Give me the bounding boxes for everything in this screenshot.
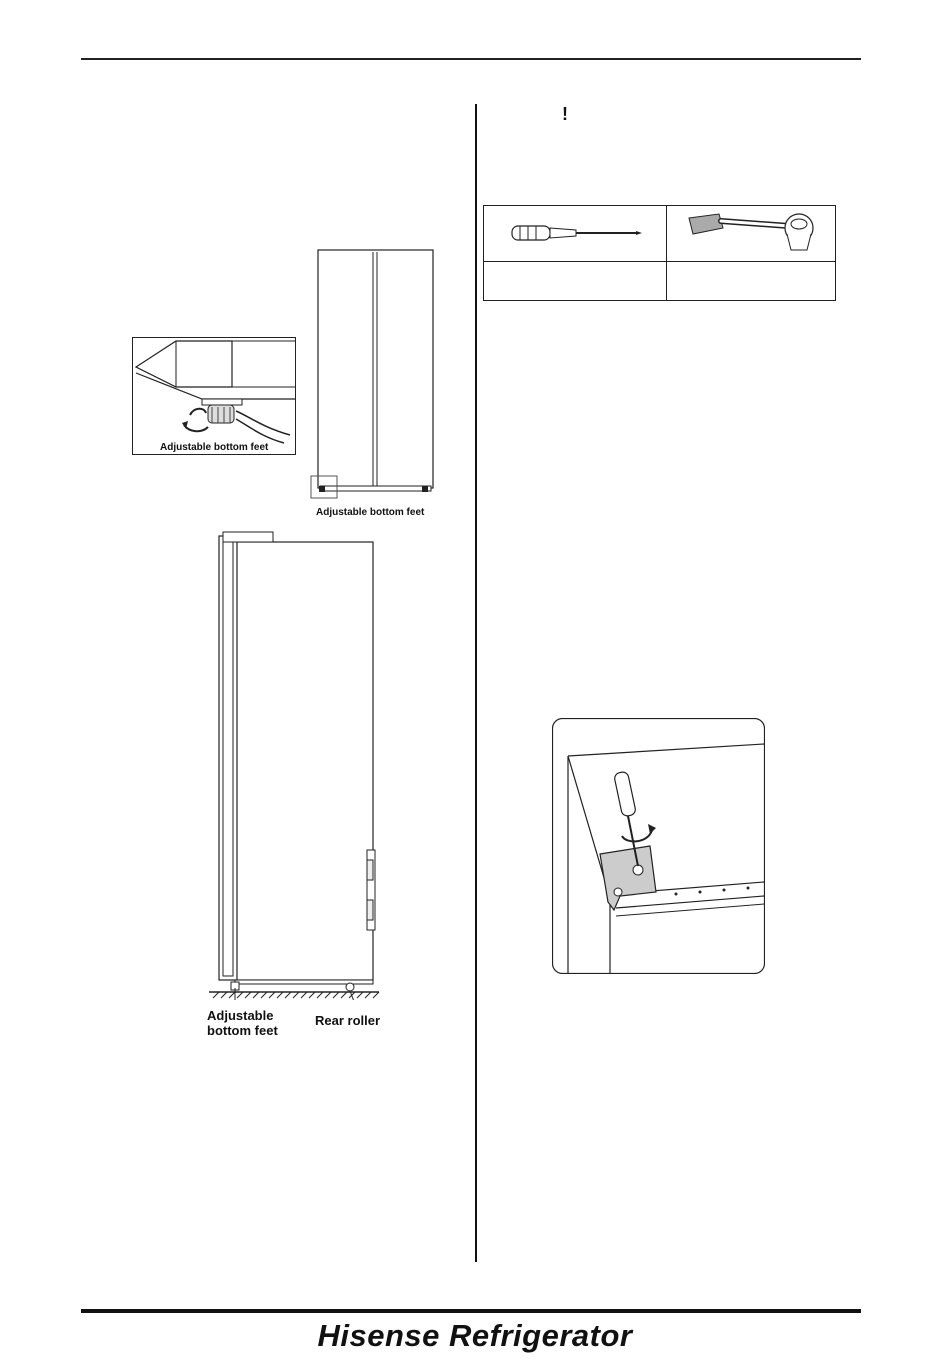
fridge-front-figure <box>305 248 445 520</box>
foot-zoom-illustration <box>132 337 296 455</box>
brand-footer: Hisense Refrigerator <box>317 1318 633 1353</box>
fridge-front-illustration <box>305 248 445 520</box>
footer-rule <box>81 1309 861 1313</box>
side-feet-label <box>207 1008 278 1038</box>
side-feet-label-line1: Adjustable <box>207 1008 274 1023</box>
fridge-side-illustration <box>195 530 395 1000</box>
tool-cell-socket-wrench <box>667 206 836 262</box>
side-feet-label-line2: bottom feet <box>207 1023 278 1038</box>
socket-wrench-icon <box>667 206 835 256</box>
foot-zoom-figure <box>132 337 296 455</box>
tool-label-socket-wrench <box>667 262 836 301</box>
fridge-front-label: Adjustable bottom feet <box>316 507 425 518</box>
header-rule <box>81 58 861 60</box>
tools-table <box>483 205 833 297</box>
foot-zoom-label: Adjustable bottom feet <box>160 442 269 453</box>
fridge-side-figure <box>195 530 395 1040</box>
screwdriver-icon <box>484 206 666 256</box>
tool-label-screwdriver <box>484 262 667 301</box>
attention-mark: ! <box>562 104 568 124</box>
hinge-screw-figure <box>552 718 765 974</box>
hinge-screw-illustration <box>552 718 765 974</box>
tool-cell-screwdriver <box>484 206 667 262</box>
rear-roller-label: Rear roller <box>315 1013 381 1028</box>
column-divider <box>475 104 477 1262</box>
